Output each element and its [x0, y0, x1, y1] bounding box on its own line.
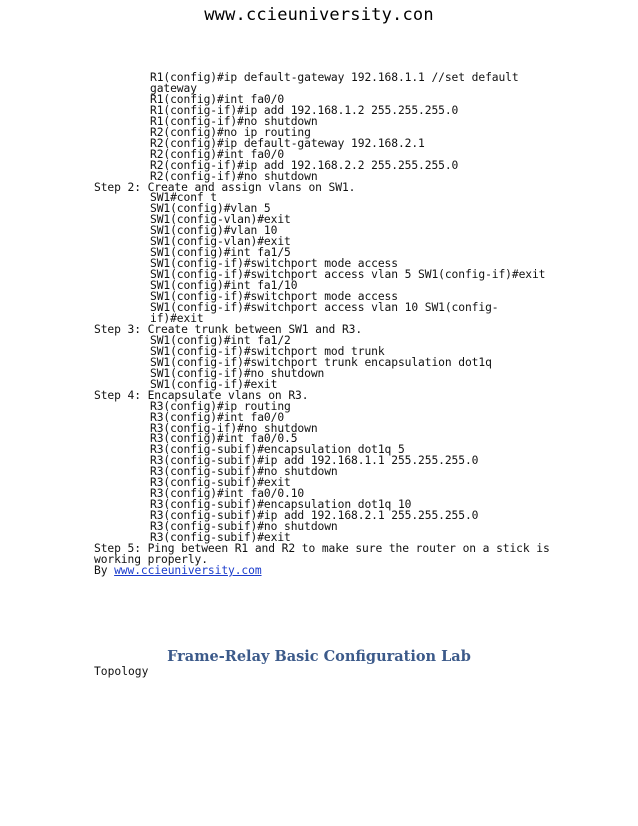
code-line: SW1(config-if)#switchport trunk encapsulation dot1q — [150, 355, 492, 369]
code-line: SW1(config-if)#switchport access vlan 5 SW1(config-if)#exit — [150, 268, 546, 282]
document-body — [94, 73, 564, 577]
code-line: gateway — [150, 81, 197, 95]
code-line: R2(config-if)#no shutdown — [150, 169, 318, 183]
code-line: R3(config-subif)#encapsulation dot1q 10 — [150, 498, 412, 512]
code-line: SW1(config-vlan)#exit — [150, 213, 291, 227]
code-line: SW1(config-if)#switchport access vlan 10 SW1(config- — [150, 301, 499, 315]
code-line: SW1(config)#int fa1/5 — [150, 246, 291, 260]
lab-title: Frame-Relay Basic Configuration Lab — [167, 648, 471, 665]
code-line: R3(config-if)#no shutdown — [150, 421, 318, 435]
code-line: SW1(config-if)#switchport mode access — [150, 290, 398, 304]
code-line: R3(config)#int fa0/0.5 — [150, 432, 298, 446]
code-line: R1(config-if)#ip add 192.168.1.2 255.255.255.0 — [150, 103, 459, 117]
code-line: SW1(config-vlan)#exit — [150, 235, 291, 249]
code-line: R3(config-subif)#ip add 192.168.2.1 255.255.255.0 — [150, 509, 479, 523]
code-line: SW1(config)#int fa1/10 — [150, 279, 298, 293]
step-3-title: Step 3: Create trunk between SW1 and R3. — [94, 322, 363, 336]
code-line: R2(config-if)#ip add 192.168.2.2 255.255.255.0 — [150, 158, 459, 172]
site-header: www.ccieuniversity.con — [204, 5, 434, 25]
code-line: R3(config-subif)#no shutdown — [150, 465, 338, 479]
code-line: R1(config)#int fa0/0 — [150, 92, 285, 106]
step-2-title: Step 2: Create and assign vlans on SW1. — [94, 180, 356, 194]
code-line: R3(config)#int fa0/0 — [150, 410, 285, 424]
code-line: R3(config-subif)#exit — [150, 476, 291, 490]
code-line: SW1(config)#int fa1/2 — [150, 333, 291, 347]
code-line: SW1(config-if)#exit — [150, 377, 278, 391]
code-line: R1(config-if)#no shutdown — [150, 114, 318, 128]
code-line: SW1(config-if)#no shutdown — [150, 366, 325, 380]
step-4-title: Step 4: Encapsulate vlans on R3. — [94, 388, 309, 402]
code-line: R1(config)#ip default-gateway 192.168.1.1 //set default — [150, 71, 519, 84]
code-line: if)#exit — [150, 311, 204, 325]
code-line: R3(config-subif)#ip add 192.168.1.1 255.255.255.0 — [150, 454, 479, 468]
code-line: SW1(config)#vlan 5 — [150, 202, 271, 216]
code-line: R3(config)#int fa0/0.10 — [150, 487, 305, 501]
step-5-text: Step 5: Ping between R1 and R2 to make sure the router on a stick is working properly. — [94, 541, 550, 566]
code-line: R3(config)#ip routing — [150, 399, 291, 413]
code-line: R2(config)#int fa0/0 — [150, 147, 285, 161]
code-line: R2(config)#ip default-gateway 192.168.2.1 — [150, 136, 425, 150]
by-line — [94, 563, 564, 577]
code-line: R3(config-subif)#exit — [150, 531, 291, 545]
code-line: R2(config)#no ip routing — [150, 125, 311, 139]
website-link[interactable]: www.ccieuniversity.com — [114, 563, 262, 577]
code-line: SW1(config-if)#switchport mode access — [150, 257, 398, 271]
code-line: SW1#conf t — [150, 191, 218, 205]
by-label: By — [94, 563, 108, 577]
topology-label: Topology — [94, 665, 149, 678]
code-line: R3(config-subif)#encapsulation dot1q 5 — [150, 443, 405, 457]
code-line: SW1(config)#vlan 10 — [150, 224, 278, 238]
code-line: SW1(config-if)#switchport mod trunk — [150, 344, 385, 358]
code-line: R3(config-subif)#no shutdown — [150, 520, 338, 534]
